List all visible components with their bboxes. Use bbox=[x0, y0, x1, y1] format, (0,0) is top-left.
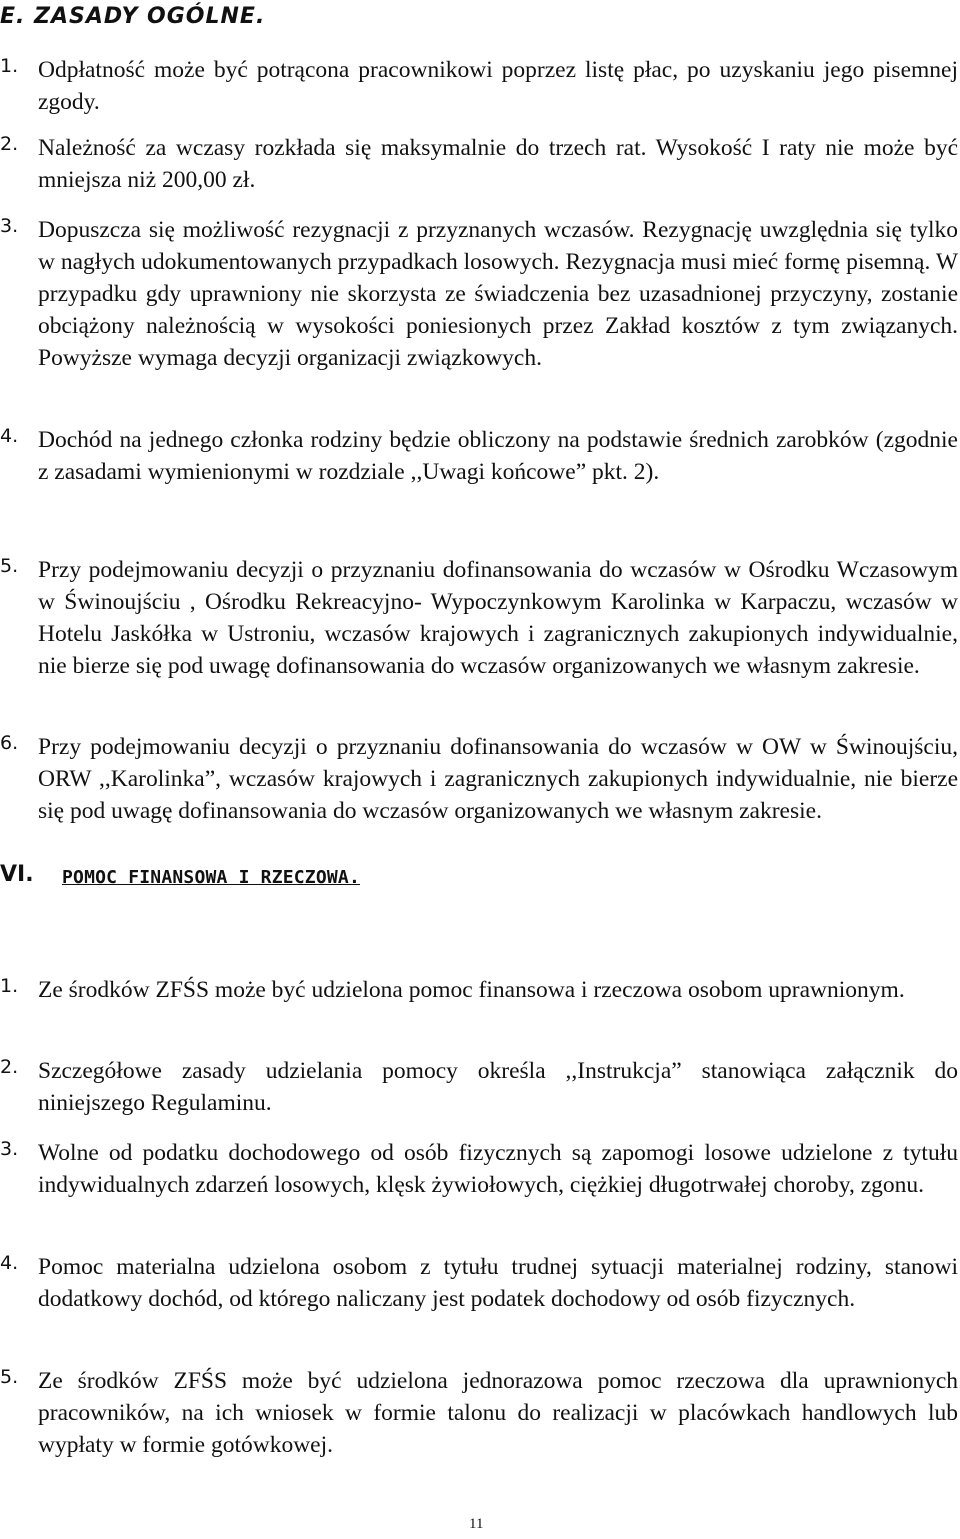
list-item bbox=[0, 1365, 960, 1461]
item-text: Dochód na jednego członka rodziny będzie obliczony na podstawie średnich zarobków (zgodnie z zasadami wymienionymi w rozdziale ,,Uwagi końcowe” pkt. 2). bbox=[38, 427, 958, 485]
list-item bbox=[0, 1137, 960, 1201]
section-number: VI. bbox=[0, 862, 34, 887]
list-item bbox=[0, 214, 960, 374]
page-number: 11 bbox=[469, 1516, 484, 1532]
list-item bbox=[0, 1055, 960, 1119]
item-number: 6. bbox=[0, 732, 19, 754]
item-number: 1. bbox=[0, 975, 19, 997]
item-number: 2. bbox=[0, 1056, 19, 1078]
list-item bbox=[0, 974, 960, 1006]
list-item bbox=[0, 424, 960, 488]
item-number: 1. bbox=[0, 55, 19, 77]
list-item bbox=[0, 554, 960, 682]
item-number: 4. bbox=[0, 425, 19, 447]
list-item bbox=[0, 731, 960, 827]
item-text: Ze środków ZFŚS może być udzielona pomoc finansowa i rzeczowa osobom uprawnionym. bbox=[38, 977, 905, 1003]
list-item bbox=[0, 54, 960, 118]
item-number: 5. bbox=[0, 1366, 19, 1388]
item-text: Odpłatność może być potrącona pracownikowi poprzez listę płac, po uzyskaniu jego pisemnej zgody. bbox=[38, 57, 958, 115]
item-text: Ze środków ZFŚS może być udzielona jednorazowa pomoc rzeczowa dla uprawnionych pracowników, na ich wniosek w formie talonu do realizacji w placówkach handlowych lub wypłaty w formie gotówkowej. bbox=[38, 1368, 958, 1458]
item-text: Pomoc materialna udzielona osobom z tytułu trudnej sytuacji materialnej rodziny, stanowi dodatkowy dochód, od którego naliczany jest podatek dochodowy od osób fizycznych. bbox=[38, 1254, 958, 1312]
item-number: 4. bbox=[0, 1252, 19, 1274]
item-text: Wolne od podatku dochodowego od osób fizycznych są zapomogi losowe udzielone z tytułu indywidualnych zdarzeń losowych, klęsk żywiołowych, ciężkiej długotrwałej choroby, zgonu. bbox=[38, 1140, 958, 1198]
item-text: Dopuszcza się możliwość rezygnacji z przyznanych wczasów. Rezygnację uwzględnia się tylko w nagłych udokumentowanych przypadkach losowych. Rezygnacja musi mieć formę pisemną. W przypadku gdy uprawniony nie skorzysta ze świadczenia bez uzasadnionej przyczyny, zostanie obciążony należnością w wysokości poniesionych przez Zakład kosztów z tym związanych. Powyższe wymaga decyzji organizacji związkowych. bbox=[38, 217, 958, 371]
section-title: POMOC FINANSOWA I RZECZOWA. bbox=[62, 867, 360, 888]
list-item bbox=[0, 1251, 960, 1315]
list-item bbox=[0, 132, 960, 196]
section-vi-heading bbox=[0, 862, 360, 888]
item-number: 2. bbox=[0, 133, 19, 155]
item-number: 3. bbox=[0, 215, 19, 237]
item-text: Szczegółowe zasady udzielania pomocy określa ,,Instrukcja” stanowiąca załącznik do niniejszego Regulaminu. bbox=[38, 1058, 958, 1116]
item-number: 5. bbox=[0, 555, 19, 577]
item-text: Przy podejmowaniu decyzji o przyznaniu dofinansowania do wczasów w OW w Świnoujściu, ORW ,,Karolinka”, wczasów krajowych i zagranicznych zakupionych indywidualnie, nie bierze się pod uwagę dofinansowania do wczasów organizowanych we własnym zakresie. bbox=[38, 734, 958, 824]
item-number: 3. bbox=[0, 1138, 19, 1160]
item-text: Należność za wczasy rozkłada się maksymalnie do trzech rat. Wysokość I raty nie może być mniejsza niż 200,00 zł. bbox=[38, 135, 958, 193]
item-text: Przy podejmowaniu decyzji o przyznaniu dofinansowania do wczasów w Ośrodku Wczasowym w Świnoujściu , Ośrodku Rekreacyjno- Wypoczynkowym Karolinka w Karpaczu, wczasów w Hotelu Jaskółka w Ustroniu, wczasów krajowych i zagranicznych zakupionych indywidualnie, nie bierze się pod uwagę dofinansowania do wczasów organizowanych we własnym zakresie. bbox=[38, 557, 958, 679]
section-e-heading: E. ZASADY OGÓLNE. bbox=[0, 4, 266, 29]
